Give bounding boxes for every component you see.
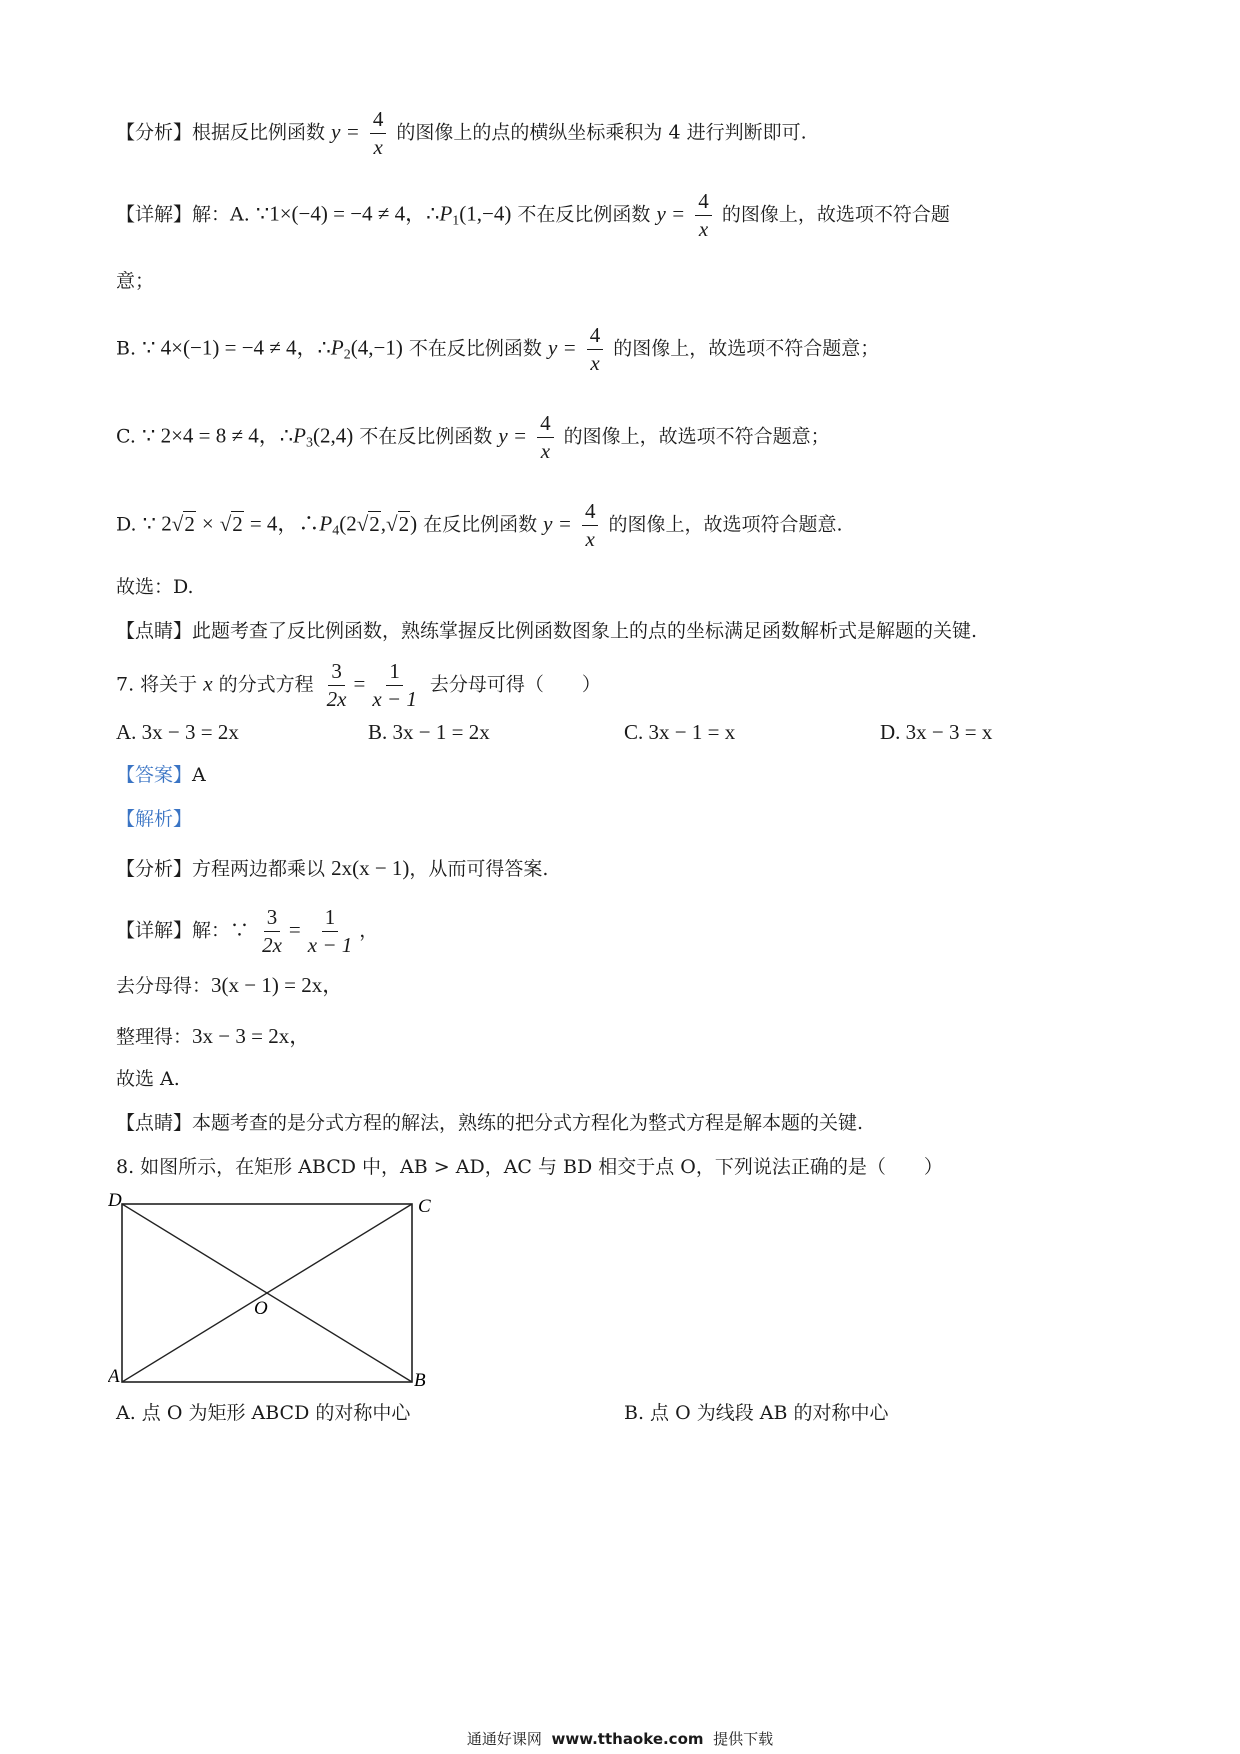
label-b: B (414, 1370, 426, 1391)
q6-choose: 故选：D. (116, 576, 194, 598)
q6-option-d-line: D. ∵ 2√2 × √2 = 4，$\therefore P_4(2√2,√2)$ 在反比例函数 y = $\frac{4}{x}$ 的图像上，故选项符合题意. (116, 499, 843, 552)
rectangle-diagram (108, 1190, 448, 1400)
q7-option-d[interactable]: D. 3x − 3 = x (880, 720, 993, 744)
q8-stem: 8. 如图所示，在矩形 ABCD 中，AB > AD，AC 与 BD 相交于点 O，下列说法正确的是（ ） (116, 1156, 943, 1178)
footer-url[interactable]: www.tthaoke.com (551, 1730, 704, 1748)
label-d: D (108, 1190, 122, 1211)
footer-site: 通通好课网 (466, 1730, 542, 1748)
explain-tag: 【解析】 (116, 808, 193, 830)
sqrt-2: √2 (171, 511, 195, 536)
sqrt-2: √2 (219, 511, 243, 536)
q6-analysis-text-2: 的图像上的点的横纵坐标乘积为 4 进行判断即可. (396, 121, 807, 144)
q7-stem: 7. 将关于 x 的分式方程 $\frac{3}{2x}$ = $\frac{1}{x - 1}$ 去分母可得（ ） (116, 659, 601, 712)
q6-analysis-text: 根据反比例函数 (192, 121, 326, 144)
detail-tag: 【详解】 (116, 203, 193, 226)
footer (0, 1728, 1240, 1749)
comment-tag: 【点睛】 (116, 1112, 193, 1134)
comment-tag: 【点睛】 (116, 620, 193, 642)
detail-tag: 【详解】 (116, 919, 193, 942)
label-a: A (108, 1366, 120, 1387)
q6-detail-a-cont: 意； (116, 270, 155, 292)
q7-detail-line: 【详解】解：∵ $\frac{3}{2x}$ = $\frac{1}{x - 1}$ ， (116, 905, 379, 958)
q7-option-a[interactable]: A. 3x − 3 = 2x (116, 720, 239, 744)
func-y: y = (331, 119, 360, 144)
footer-tail: 提供下载 (713, 1730, 774, 1748)
fraction-4-over-x: $\frac{4}{x}$ (537, 412, 554, 463)
q7-comment-line: 【点睛】本题考查的是分式方程的解法，熟练的把分式方程化为整式方程是解本题的关键. (116, 1112, 864, 1134)
fraction-4-over-x: $\frac{4}{x}$ (587, 324, 604, 375)
q6-analysis-line (116, 108, 807, 159)
label-o: O (254, 1298, 268, 1319)
q6-comment-line: 【点睛】此题考查了反比例函数，熟练掌握反比例函数图象上的点的坐标满足函数解析式是解题的关键. (116, 620, 978, 642)
q7-choose: 故选 A. (116, 1068, 180, 1090)
fraction-1-over-x-minus-1: $\frac{1}{x - 1}$ (372, 659, 417, 712)
calc-a: ∵1×(−4) = −4 ≠ 4，∴ (255, 201, 440, 226)
label-c: C (418, 1196, 431, 1217)
fraction-3-over-2x: $\frac{3}{2x}$ (326, 659, 347, 712)
q8-option-b[interactable]: B. 点 O 为线段 AB 的对称中心 (624, 1402, 889, 1424)
q8-option-a[interactable]: A. 点 O 为矩形 ABCD 的对称中心 (116, 1402, 411, 1424)
fraction-4-over-x: $\frac{4}{x}$ (695, 190, 712, 241)
q7-analysis-line: 【分析】方程两边都乘以 2x(x − 1)，从而可得答案. (116, 856, 549, 880)
fraction-4-over-x: $\frac{4}{x}$ (582, 500, 599, 551)
q6-option-b-line: B. ∵ 4×(−1) = −4 ≠ 4，$\therefore P_2(4,-1)$ 不在反比例函数 y = $\frac{4}{x}$ 的图像上，故选项不符合题意； (116, 323, 880, 376)
answer-tag: 【答案】 (116, 764, 193, 786)
analysis-tag: 【分析】 (116, 121, 193, 144)
q6-detail-a-line: 【详解】解：A. ∵1×(−4) = −4 ≠ 4，$\therefore P_1(1,-4)$ 不在反比例函数 y = $\frac{4}{x}$ 的图像上，故选项不符合题 (116, 189, 950, 242)
q7-step1: 去分母得：3(x − 1) = 2x， (116, 973, 344, 997)
q7-step2: 整理得：3x − 3 = 2x， (116, 1024, 311, 1048)
analysis-tag: 【分析】 (116, 858, 193, 880)
q7-option-b[interactable]: B. 3x − 1 = 2x (368, 720, 490, 744)
q7-answer: A (192, 764, 206, 786)
fraction-4-over-x: $\frac{4}{x}$ (370, 108, 387, 159)
q7-option-c[interactable]: C. 3x − 1 = x (624, 720, 736, 744)
q7-answer-line (116, 766, 206, 785)
q6-option-c-line: C. ∵ 2×4 = 8 ≠ 4，$\therefore P_3(2,4)$ 不在反比例函数 y = $\frac{4}{x}$ 的图像上，故选项不符合题意； (116, 411, 830, 464)
